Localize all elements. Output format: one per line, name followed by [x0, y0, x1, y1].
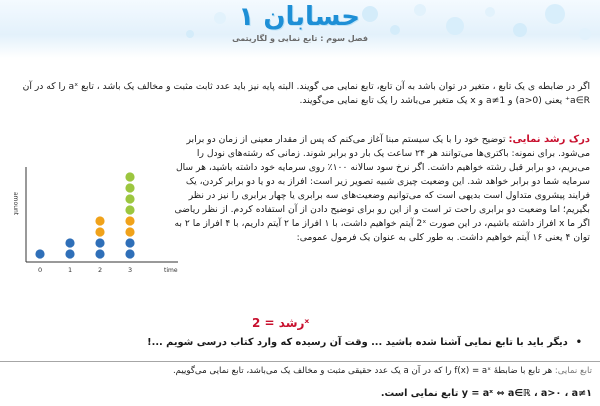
bullet-note	[22, 337, 582, 348]
chart-point	[125, 238, 134, 247]
chart-x-tick: 3	[128, 266, 133, 274]
chart-x-tick: 2	[98, 266, 103, 274]
definition-formula: y = aˣ ⇔ a∈ℝ ، a>۰ ، a≠۱ تابع نمایی است.	[380, 388, 592, 399]
chart-point	[35, 249, 44, 258]
chart-point	[95, 216, 104, 225]
chart-point	[125, 194, 134, 203]
chart-x-label: time	[164, 267, 178, 274]
chart-point	[125, 249, 134, 258]
chart-point	[125, 227, 134, 236]
chart-y-label: amount	[12, 192, 19, 216]
definition-label: تابع نمایی:	[554, 366, 592, 376]
definition-text: هر تابع با ضابطهٔ f(x) = aˣ را که در آن a یک عدد حقیقی مثبت و مخالف یک می‌باشد، تابع نمایی می‌گوییم.	[172, 366, 555, 376]
chart-x-tick: 1	[68, 266, 73, 274]
growth-formula: رشد = 2ˣ	[252, 316, 310, 330]
growth-text: توضیح خود را با یک سیستم مبنا آغاز می‌کنم که پس از مقدار معینی از زمان دو برابر می‌شود. برای نمونه: باکتری‌ها می‌توانند هر ۲۴ ساعت یک بار دو برابر شوند. زمانی که رشته‌های نودل را می‌بریم، دو برابر قبل رشته خواهیم داشت. اگر نرخ سود سالانه ۱۰۰٪ روی سرمایه خود داشته باشید، هر سال سرمایه شما دو برابر خواهد شد. این وضعیت چیزی شبیه تصویر زیر است: افراز به دو یا دو برابر کردن، یک فرایند پیشروی متداول است بدیهی است که می‌توانیم وضعیت‌های سه برابری یا چهار برابری را نیز در نظر بگیریم؛ اما وضعیت دو برابری راحت تر است و از این رو برای توضیح دادن از آن استفاده کردم. از نظر ریاضی اگر ما x افراز داشته باشیم، در این صورت 2ˣ آیتم خواهیم داشت، با ۱ افراز ما ۲ آیتم داریم، با ۴ افراز ما ۲ به توان ۴ یعنی ۱۶ آیتم خواهیم داشت. به طور کلی به عنوان یک فرمول عمومی:	[174, 134, 590, 243]
page-header	[0, 0, 600, 58]
section-divider	[0, 361, 600, 362]
growth-lead: درک رشد نمایی:	[508, 134, 590, 145]
chart-point	[125, 216, 134, 225]
intro-paragraph: اگر در ضابطه ی یک تابع ، متغیر در توان باشد به آن تابع، تابع نمایی می گویند. البته پایه نیز باید عدد ثابت مثبت و مخالف یک باشد ، تابع aˣ را که در آن a∈R⁺ یعنی (a>0) و a≠1 و x یک متغیر می‌باشد را یک تابع نمایی می‌گویند.	[22, 81, 590, 106]
chart-point	[125, 183, 134, 192]
chart-point	[95, 249, 104, 258]
definition-line	[8, 366, 592, 376]
chart-point	[65, 249, 74, 258]
bullet-text: دیگر باید با تابع نمایی آشنا شده باشید ... وقت آن رسیده که وارد کتاب درسی شویم ...!	[147, 337, 568, 348]
bullet-dot: •	[575, 337, 582, 348]
doubling-chart	[6, 162, 181, 280]
chart-point	[95, 238, 104, 247]
chart-point	[125, 205, 134, 214]
growth-paragraph	[165, 133, 590, 245]
chart-point	[95, 227, 104, 236]
chart-point	[65, 238, 74, 247]
chart-x-tick: 0	[38, 266, 43, 274]
page-title: حسابان ۱	[238, 2, 360, 32]
chart-point	[125, 172, 134, 181]
page-subtitle: فصل سوم : تابع نمایی و لگاریتمی	[232, 34, 368, 43]
